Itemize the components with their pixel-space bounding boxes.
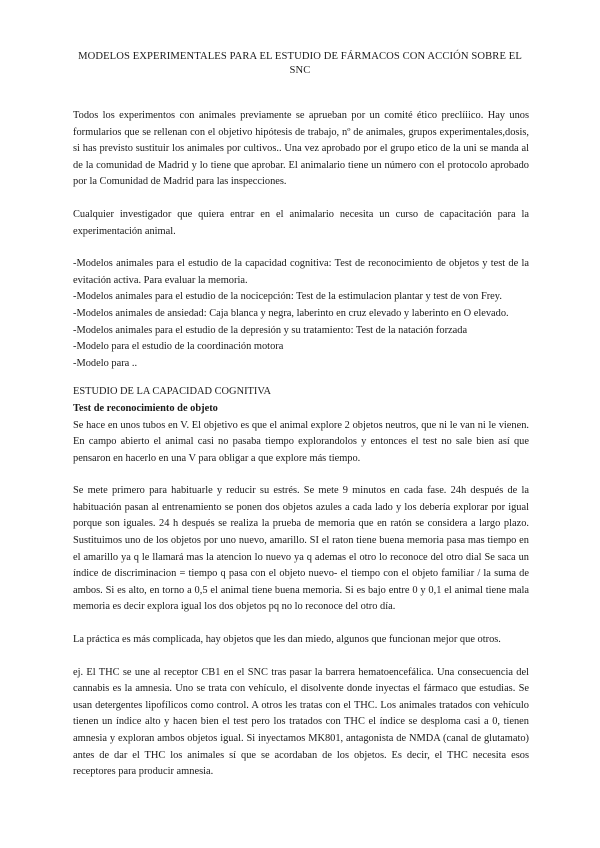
list-item: -Modelos animales para el estudio de la capacidad cognitiva: Test de reconocimiento de objetos y test de la evitación activa. Para evaluar la memoria. <box>73 258 529 286</box>
list-item: -Modelos animales para el estudio de la depresión y su tratamiento: Test de la natación forzada <box>73 324 468 336</box>
list-item: -Modelos animales de ansiedad: Caja blanca y negra, laberinto en cruz elevado y laberinto en O elevado. <box>73 307 509 319</box>
section-paragraph-thc-example: ej. El THC se une al receptor CB1 en el SNC tras pasar la barrera hematoencefálica. Una consecuencia del cannabis es la amnesia. Uno se trata con vehículo, el disolvente donde inyectas el fármaco que estudias. Se usan detergentes lipofílicos como control. A otros les tratas con el THC. Los animales tratados con vehículo tienen un índice alto y hacen bien el test pero los tratados con THC el índice se desploma casi a 0, tienen amnesia y exploran ambos objetos igual. Si inyectamos MK801, antagonista de NMDA (canal de glutamato) antes de dar el THC los animales sí que se acordaban de los objetos. Es decir, el THC necesita esos receptores para producir amnesia. <box>73 666 529 778</box>
models-list <box>73 256 529 372</box>
document-title: MODELOS EXPERIMENTALES PARA EL ESTUDIO DE FÁRMACOS CON ACCIÓN SOBRE EL SNC <box>78 51 522 76</box>
list-item: -Modelo para .. <box>73 357 138 369</box>
section-paragraph-practice: La práctica es más complicada, hay objetos que les dan miedo, algunos que funcionan mejor que otros. <box>73 634 501 646</box>
intro-paragraph-training: Cualquier investigador que quiera entrar en el animalario necesita un curso de capacitación para la experimentación animal. <box>73 208 529 237</box>
section-heading: ESTUDIO DE LA CAPACIDAD COGNITIVA <box>73 386 272 398</box>
subsection-heading: Test de reconocimiento de objeto <box>73 402 218 414</box>
document-body <box>73 108 529 797</box>
section-paragraph-procedure: Se mete primero para habituarle y reducir su estrés. Se mete 9 minutos en cada fase. 24h después de la habituación pasan al entrenamiento se ponen dos objetos azules a cada lado y los debería explorar por igual porque son iguales. 24 h después se realiza la prueba de memoria que en ratón se considera a largo plazo. Sustituimos uno de los objetos por uno nuevo, amarillo. SI el raton tiene buena memoria pasa mas tiempo en el amarillo ya q le llamará mas la atencion lo nuevo ya q ademas el otro lo reconoce del otro dial Se saca un índice de discriminacion = tiempo q pasa con el objeto nuevo- el tiempo con el objeto familiar / la suma de ambos. Si es alto, en torno a 0,5 el animal tiene buena memoria. Si es bajo entre 0 y 0,1 el animal tiene mala memoria es decir explora igual los dos objetos pq no lo reconoce del otro día. <box>73 485 529 613</box>
list-item: -Modelo para el estudio de la coordinación motora <box>73 341 284 353</box>
list-item: -Modelos animales para el estudio de la nocicepción: Test de la estimulacion plantar y test de von Frey. <box>73 291 502 303</box>
section-paragraph-setup: Se hace en unos tubos en V. El objetivo es que el animal explore 2 objetos neutros, que ni le van ni le vienen. En campo abierto el animal casi no pasaba tiempo explorandolos y entonces el test no sale bien así que pensaron en hacerlo en una V para obligar a que explore más tiempo. <box>73 419 529 464</box>
intro-paragraph-ethics: Todos los experimentos con animales previamente se aprueban por un comité ético preclíiico. Hay unos formularios que se rellenan con el objetivo hipótesis de trabajo, nº de animales, grupos experimentales,dosis, si has previsto sustituir los animales por cultivos.. Una vez aprobado por el grupo etico de la uni se manda al de la comunidad de Madrid y lo tiene que aprobar. El animalario tiene un número con el protocolo aprobado por la Comunidad de Madrid para las inspecciones. <box>73 110 529 188</box>
